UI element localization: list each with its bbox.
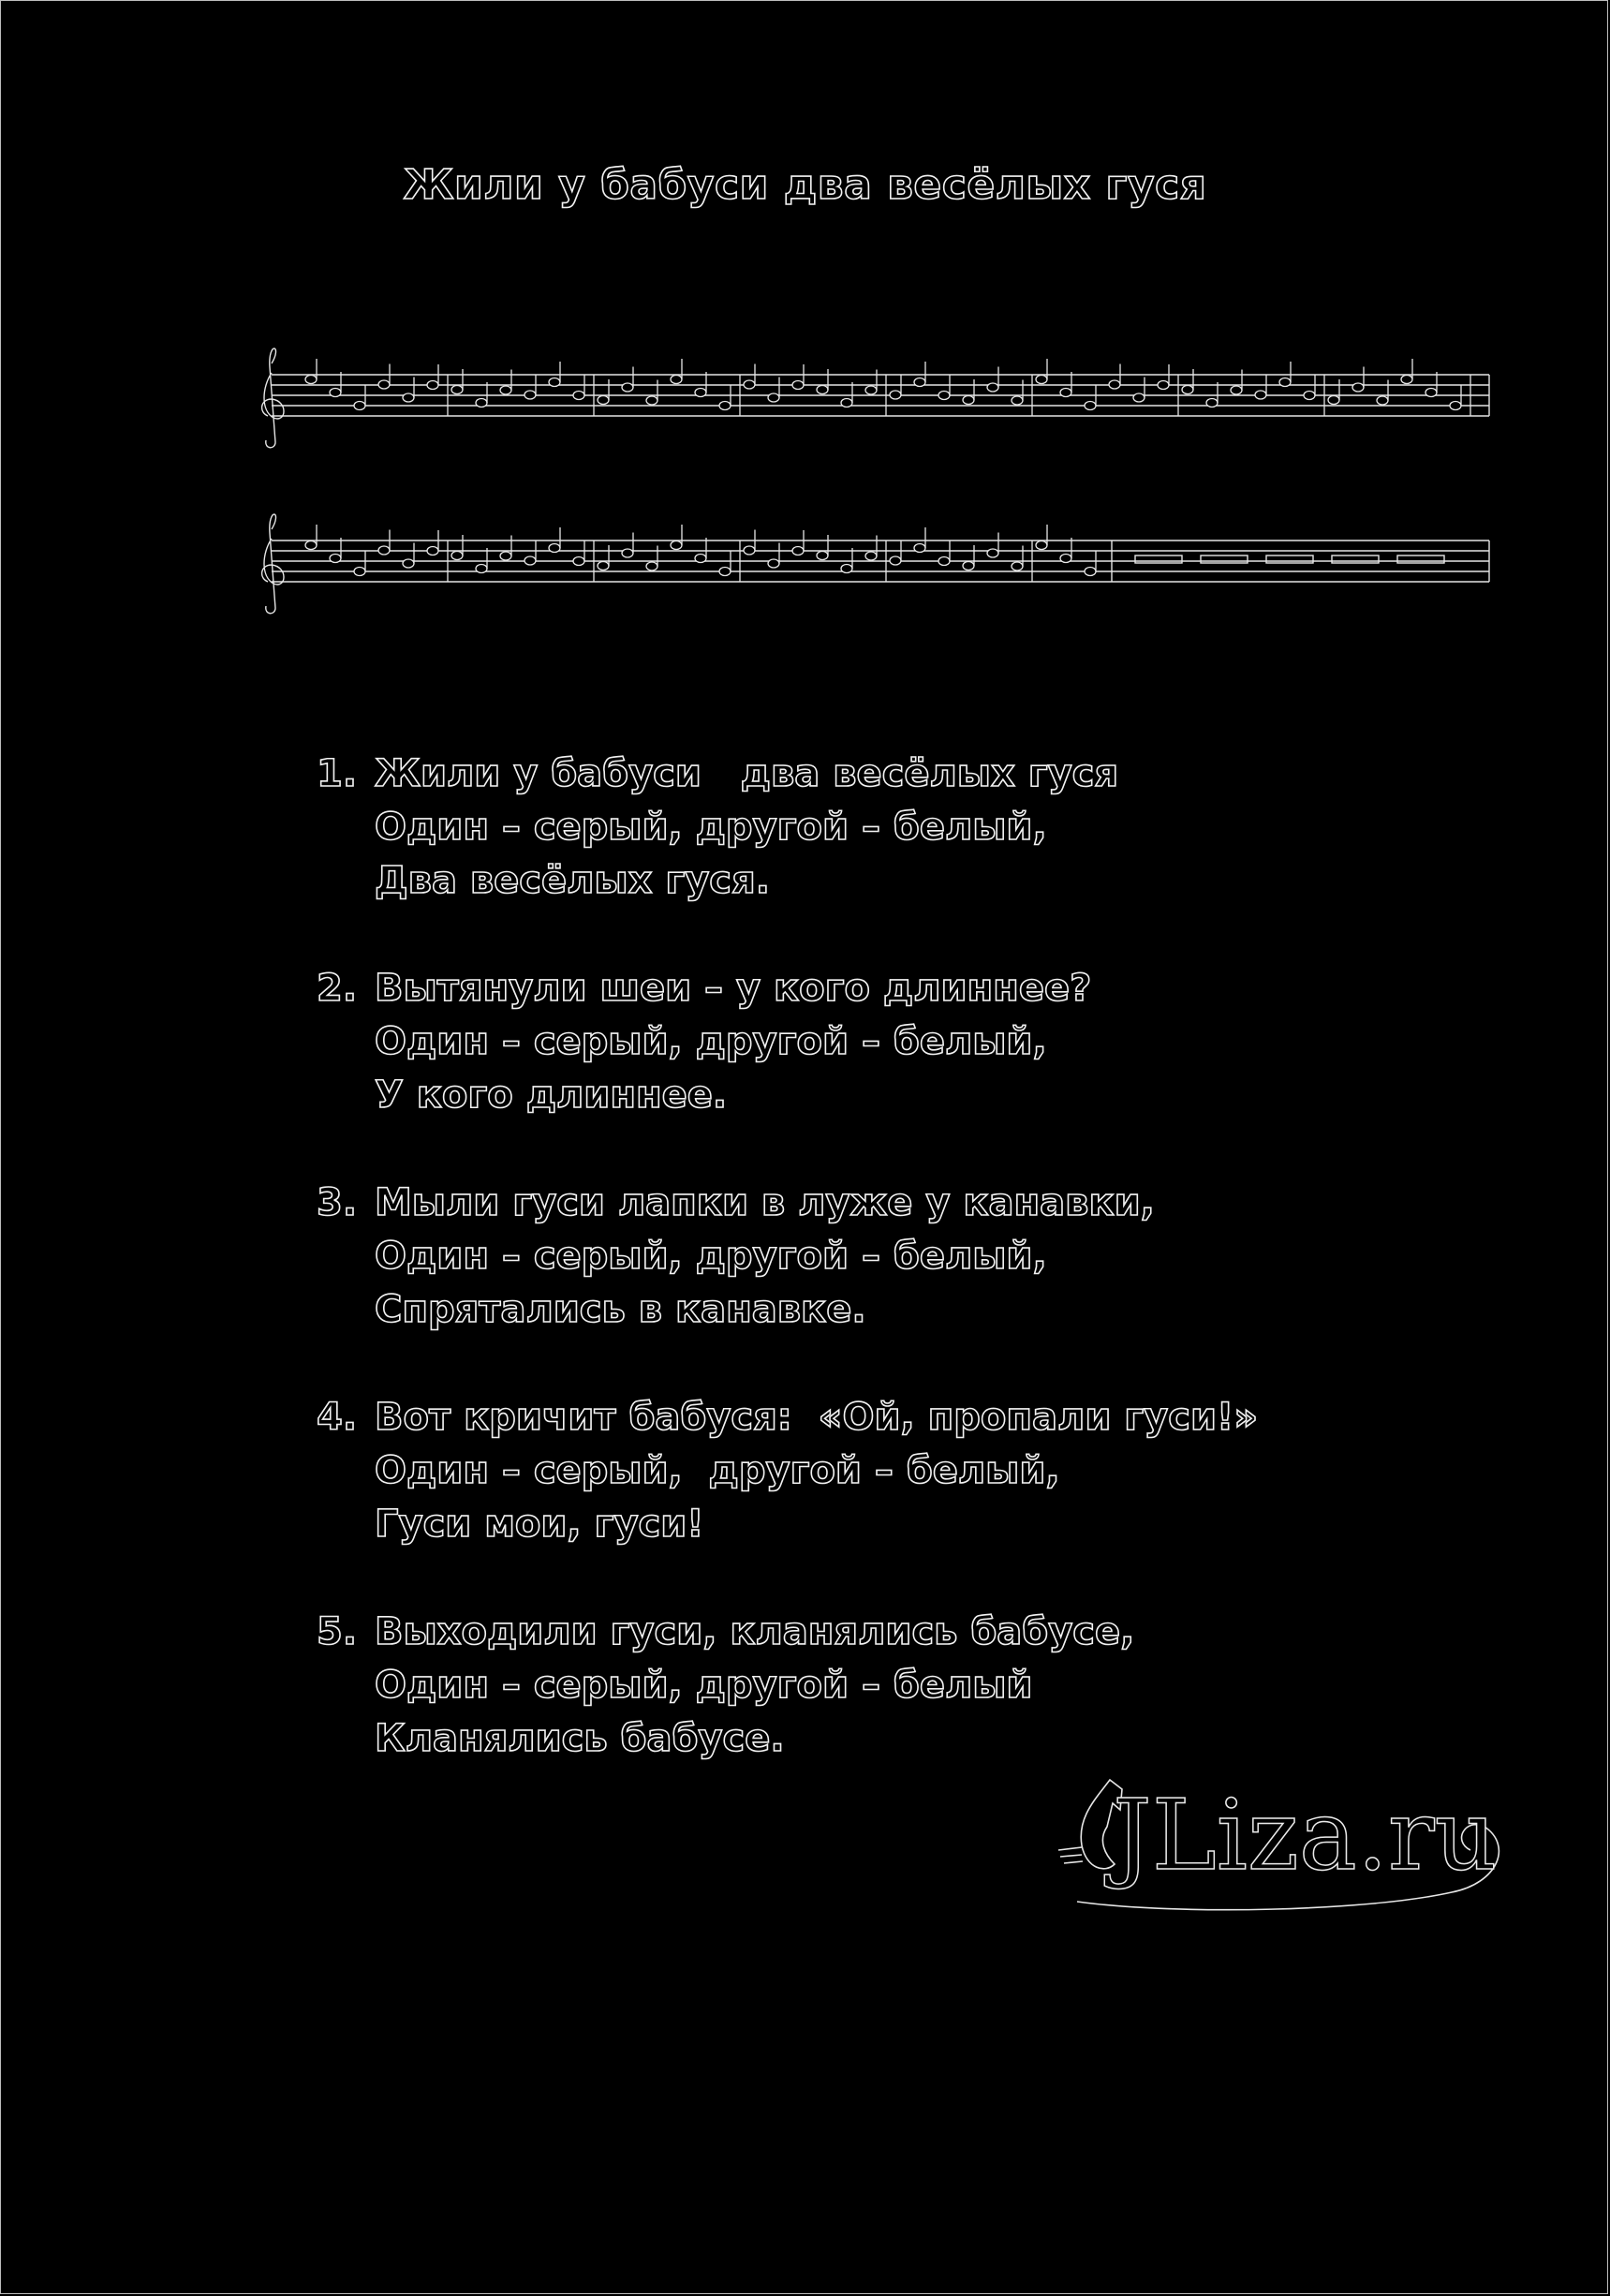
note-head: [549, 544, 560, 553]
verse-number: 4.: [317, 1396, 358, 1439]
verse-line: Жили у бабуси два весёлых гуся: [375, 752, 1119, 795]
verse-line: Вот кричит бабуся: «Ой, пропали гуси!»: [375, 1396, 1259, 1439]
verse-line: Выходили гуси, кланялись бабусе,: [375, 1610, 1135, 1653]
note-head: [938, 557, 950, 566]
verse-4: [317, 1391, 1259, 1551]
note-head: [987, 383, 998, 392]
verse-number: 3.: [317, 1181, 358, 1224]
note-head: [1450, 402, 1461, 410]
music-staff-1: [255, 345, 1491, 457]
verse-line: Один – серый, другой – белый,: [375, 1449, 1060, 1492]
note-head: [914, 378, 925, 387]
note-head: [646, 562, 657, 570]
verse-number: 1.: [317, 752, 358, 795]
note-head: [744, 380, 755, 389]
note-head: [1012, 562, 1023, 570]
note-head: [573, 392, 584, 400]
note-head: [622, 383, 633, 392]
music-staff-2-drawing: [255, 511, 1491, 623]
note-head: [671, 376, 682, 384]
note-head: [378, 380, 390, 389]
note-head: [841, 399, 852, 407]
note-head: [865, 552, 877, 560]
note-head: [1109, 380, 1120, 389]
note-head: [646, 396, 657, 405]
note-head: [1158, 381, 1169, 390]
note-head: [500, 386, 511, 394]
note-head: [695, 389, 706, 397]
verse-number: 5.: [317, 1610, 358, 1653]
note-head: [476, 399, 487, 407]
note-head: [1255, 391, 1266, 399]
note-head: [1425, 389, 1437, 397]
note-head: [305, 376, 317, 384]
note-head: [865, 386, 877, 394]
note-head: [1352, 383, 1364, 392]
verse-5: [317, 1606, 1253, 1766]
note-head: [1377, 396, 1388, 405]
note-head: [1085, 402, 1096, 410]
note-head: [573, 557, 584, 566]
note-head: [598, 396, 609, 405]
verse-line: Один – серый, другой – белый,: [375, 1235, 1047, 1278]
note-head: [938, 392, 950, 400]
verse-1: [317, 748, 1253, 908]
note-head: [354, 568, 365, 576]
note-head: [524, 391, 536, 399]
note-head: [817, 552, 828, 560]
note-head: [768, 393, 779, 402]
note-head: [1328, 396, 1339, 405]
note-head: [451, 386, 463, 394]
note-head: [1231, 386, 1242, 394]
verse-line: Один – серый, другой – белый: [375, 1664, 1033, 1707]
note-head: [500, 552, 511, 560]
verse-line: Один – серый, другой – белый,: [375, 806, 1047, 849]
note-head: [1279, 378, 1291, 387]
note-head: [890, 556, 901, 565]
note-head: [1401, 376, 1412, 384]
note-head: [1133, 393, 1145, 402]
note-head: [792, 381, 804, 390]
note-head: [671, 541, 682, 550]
note-head: [354, 402, 365, 410]
note-head: [476, 565, 487, 573]
note-head: [427, 381, 438, 390]
verse-line: Вытянули шеи – у кого длиннее?: [375, 967, 1092, 1010]
note-head: [1060, 555, 1071, 563]
verse-line: Два весёлых гуся.: [375, 859, 770, 902]
verse-line: Кланялись бабусе.: [375, 1717, 785, 1760]
verse-line: У кого длиннее.: [375, 1074, 728, 1117]
note-head: [305, 541, 317, 550]
note-head: [378, 546, 390, 555]
note-head: [524, 556, 536, 565]
note-head: [719, 402, 731, 410]
cat-logo-icon: [1040, 1752, 1508, 1916]
note-head: [914, 544, 925, 553]
note-head: [403, 559, 414, 568]
verse-2: [317, 962, 1253, 1122]
note-head: [817, 386, 828, 394]
jliza-logo[interactable]: [1040, 1752, 1508, 1916]
lyrics: [317, 748, 1259, 1820]
note-head: [1182, 386, 1193, 394]
verse-line: Мыли гуси лапки в луже у канавки,: [375, 1181, 1155, 1224]
verse-line: Один – серый, другой – белый,: [375, 1020, 1047, 1063]
verse-line: Гуси мои, гуси!: [375, 1503, 704, 1546]
note-head: [719, 568, 731, 576]
note-head: [1012, 396, 1023, 405]
note-head: [695, 555, 706, 563]
note-head: [792, 547, 804, 555]
verse-3: [317, 1177, 1253, 1337]
note-head: [1036, 376, 1047, 384]
note-head: [427, 547, 438, 555]
note-head: [963, 562, 974, 570]
note-head: [841, 565, 852, 573]
music-staff-2: [255, 511, 1491, 623]
note-head: [744, 546, 755, 555]
note-head: [987, 549, 998, 557]
note-head: [549, 378, 560, 387]
note-head: [1036, 541, 1047, 550]
note-head: [330, 389, 341, 397]
song-title: Жили у бабуси два весёлых гуся: [403, 161, 1207, 209]
note-head: [451, 552, 463, 560]
note-head: [768, 559, 779, 568]
verse-number: 2.: [317, 967, 358, 1010]
note-head: [1060, 389, 1071, 397]
logo-text: JLiza.ru: [1113, 1778, 1498, 1892]
note-head: [1304, 392, 1315, 400]
note-head: [1085, 568, 1096, 576]
note-head: [890, 391, 901, 399]
note-head: [598, 562, 609, 570]
note-head: [963, 396, 974, 405]
music-staff-1-drawing: [255, 345, 1491, 457]
note-head: [330, 555, 341, 563]
note-head: [403, 393, 414, 402]
note-head: [1206, 399, 1218, 407]
verse-line: Спрятались в канавке.: [375, 1288, 866, 1331]
note-head: [622, 549, 633, 557]
